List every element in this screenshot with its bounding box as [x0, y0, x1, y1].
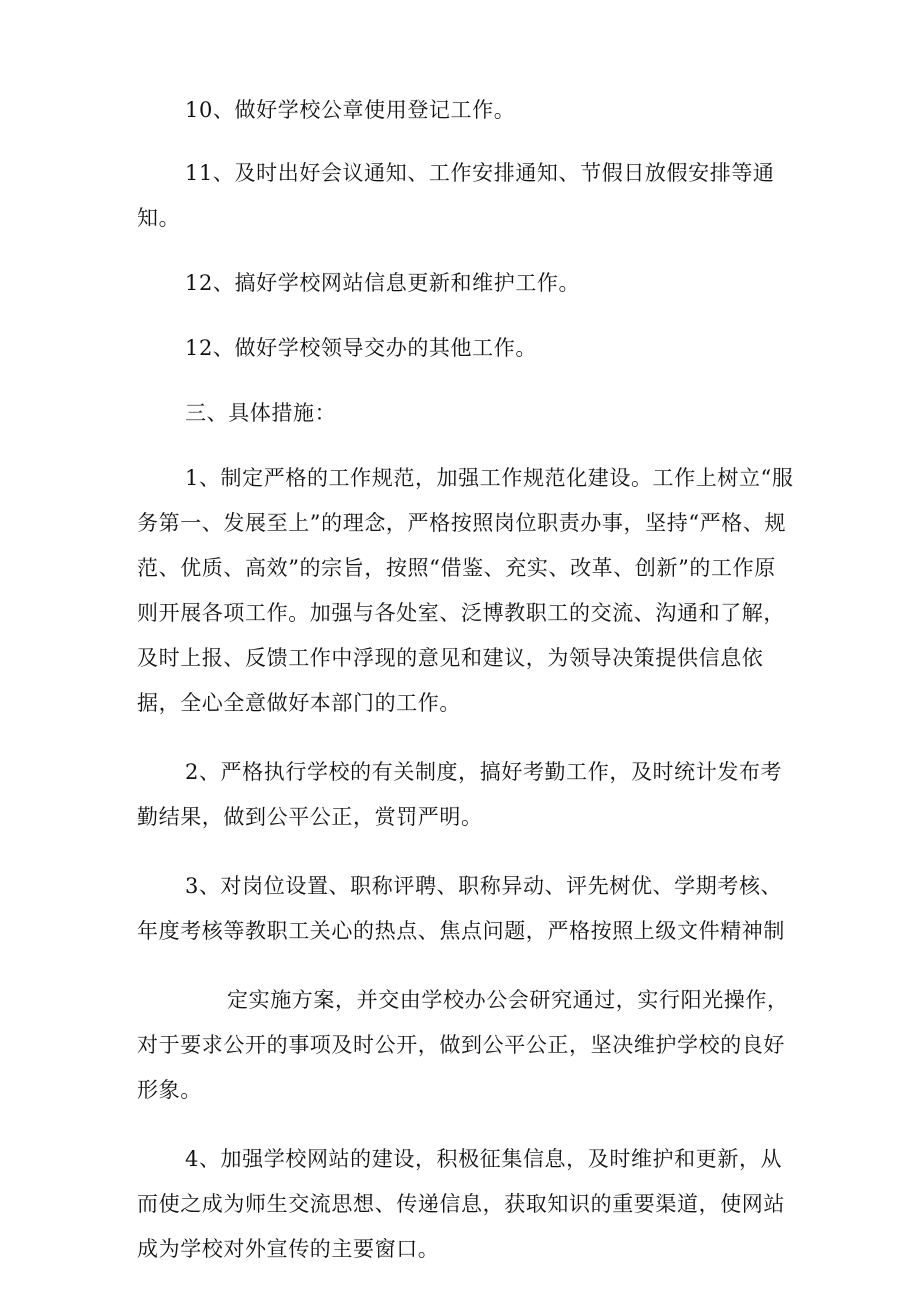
paragraph-measure-4: 4、加强学校网站的建设，积极征集信息，及时维护和更新，从而使之成为师生交流思想、传递信息，获取知识的重要渠道，使网站成为学校对外宣传的主要窗口。 [137, 1147, 785, 1261]
paragraph-measure-3: 3、对岗位设置、职称评聘、职称异动、评先树优、学期考核、年度考核等教职工关心的热点、焦点问题，严格按照上级文件精神制 [137, 874, 785, 943]
paragraph-item-11: 11、及时出好会议通知、工作安排通知、节假日放假安排等通知。 [137, 161, 775, 230]
paragraph-measure-2: 2、严格执行学校的有关制度，搞好考勤工作，及时统计发布考勤结果，做到公平公正，赏罚严明。 [137, 760, 783, 829]
paragraph-item-12-other: 12、做好学校领导交办的其他工作。 [185, 336, 537, 360]
paragraph-item-10: 10、做好学校公章使用登记工作。 [185, 98, 516, 122]
paragraph-item-12-website: 12、搞好学校网站信息更新和维护工作。 [185, 271, 581, 295]
paragraph-measure-3-continued: 定实施方案，并交由学校办公会研究通过，实行阳光操作，对于要求公开的事项及时公开，做到公平公正，坚决维护学校的良好形象。 [137, 988, 789, 1102]
paragraph-measure-1: 1、制定严格的工作规范，加强工作规范化建设。工作上树立“服务第一、发展至上”的理念，严格按照岗位职责办事，坚持“严格、规范、优质、高效”的宗旨，按照“借鉴、充实、改革、创新”的工作原则开展各项工作。加强与各处室、泛博教职工的交流、沟通和了解，及时上报、反馈工作中浮现的意见和建议，为领导决策提供信息依据，全心全意做好本部门的工作。 [137, 466, 794, 715]
section-heading-measures: 三、具体措施： [185, 401, 337, 425]
document-body [137, 88, 797, 1272]
